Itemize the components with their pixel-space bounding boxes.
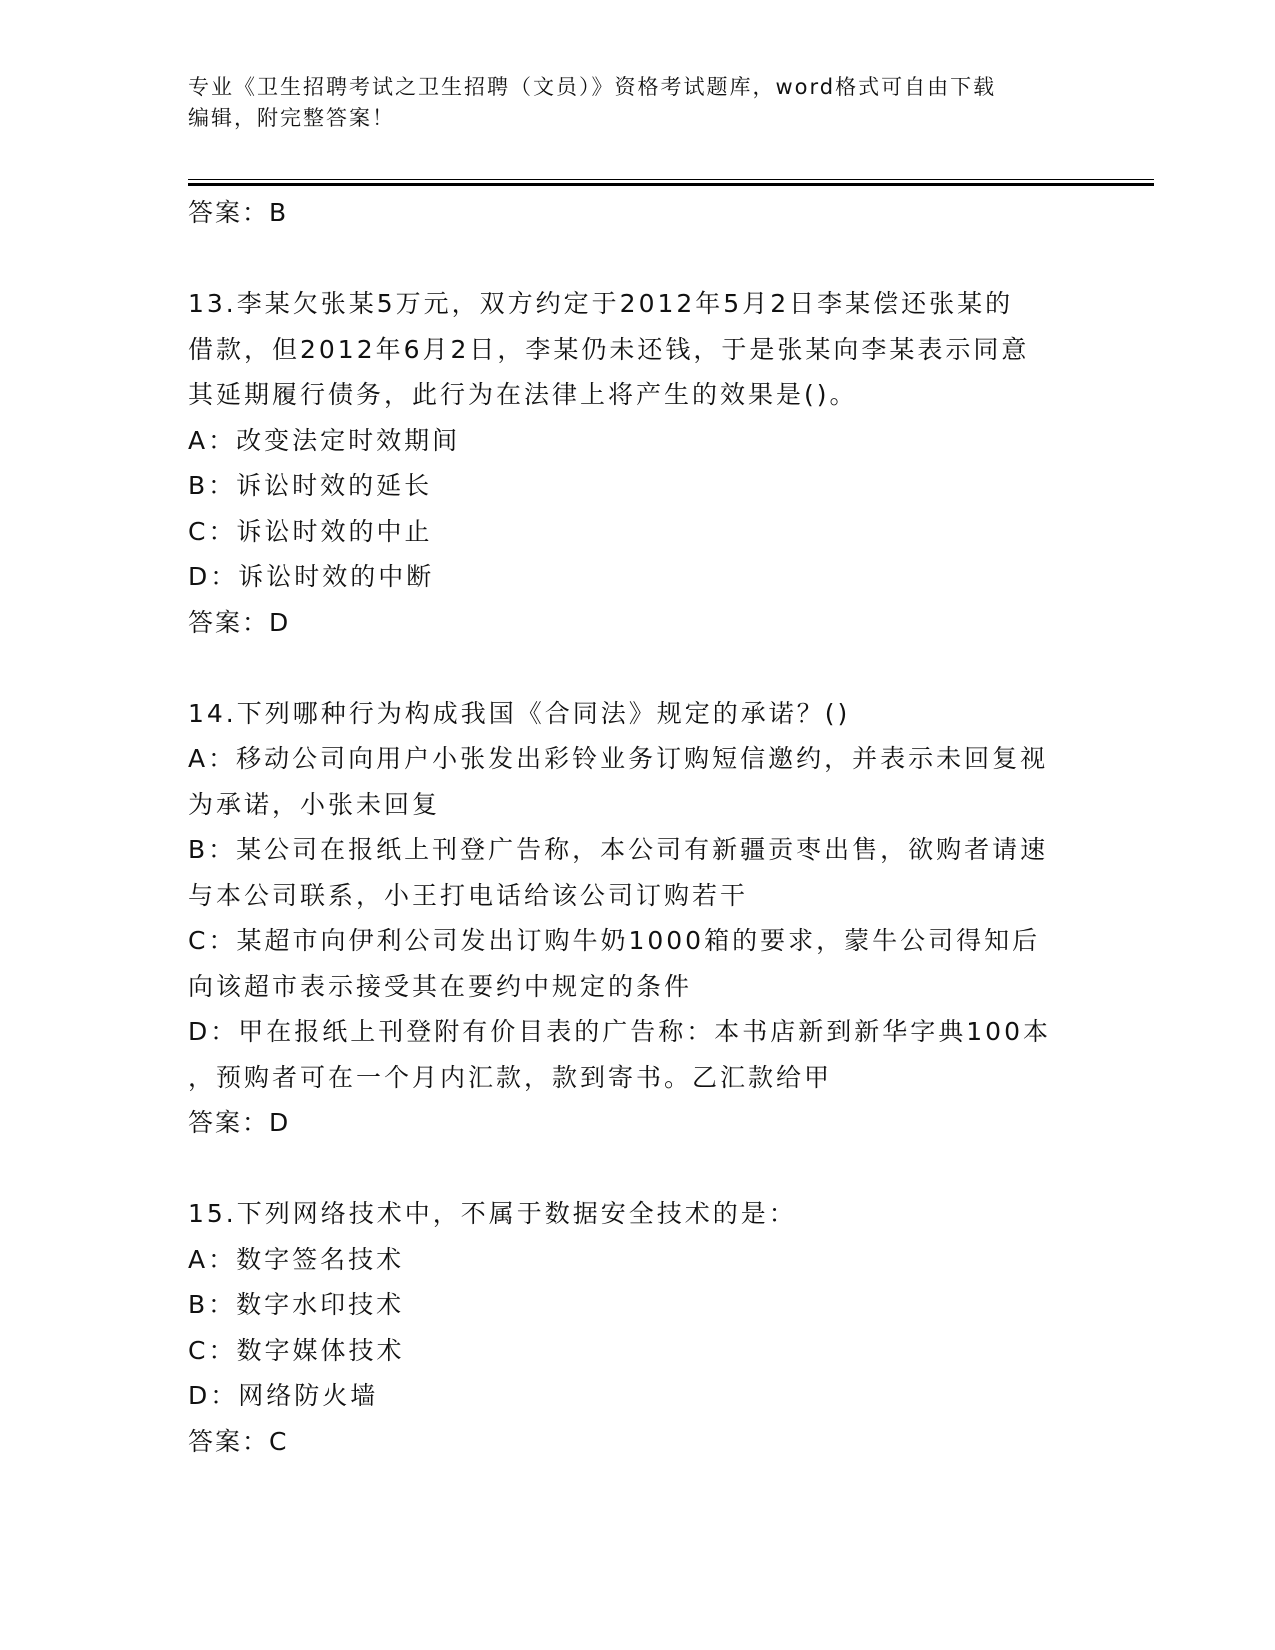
option-a-continued: 为承诺，小张未回复 (188, 789, 441, 819)
option-b: B：诉讼时效的延长 (188, 471, 433, 500)
question-text: 14.下列哪种行为构成我国《合同法》规定的承诺？() (188, 698, 851, 728)
option-b-continued: 与本公司联系，小王打电话给该公司订购若干 (188, 880, 749, 910)
header-line-1: 专业《卫生招聘考试之卫生招聘（文员）》资格考试题库，word格式可自由下载 (188, 75, 997, 99)
answer-line: 答案：D (188, 1108, 291, 1137)
option-b: B：数字水印技术 (188, 1290, 405, 1319)
option-b: B：某公司在报纸上刊登广告称，本公司有新疆贡枣出售，欲购者请速 (188, 835, 1049, 864)
option-a: A：改变法定时效期间 (188, 425, 461, 455)
option-a: A：数字签名技术 (188, 1244, 405, 1274)
question-list (188, 190, 1088, 1464)
answer-line: 答案：D (188, 607, 291, 637)
question-block-15 (188, 1191, 1088, 1464)
option-d: D：网络防火墙 (188, 1381, 379, 1410)
question-block-14 (188, 691, 1088, 1146)
header-divider-thin (188, 179, 1154, 180)
question-text: 13.李某欠张某5万元，双方约定于2012年5月2日李某偿还张某的 (188, 289, 1014, 318)
header-divider-thick (188, 183, 1154, 186)
option-d-continued: ，预购者可在一个月内汇款，款到寄书。乙汇款给甲 (188, 1062, 833, 1092)
spacer (188, 236, 1088, 282)
option-c-continued: 向该超市表示接受其在要约中规定的条件 (188, 971, 693, 1001)
option-c: C：某超市向伊利公司发出订购牛奶1000箱的要求，蒙牛公司得知后 (188, 926, 1041, 955)
option-c: C：诉讼时效的中止 (188, 516, 433, 546)
question-block-13 (188, 281, 1088, 645)
option-a: A：移动公司向用户小张发出彩铃业务订购短信邀约，并表示未回复视 (188, 744, 1049, 773)
spacer (188, 645, 1088, 691)
answer-line: 答案：B (188, 198, 289, 227)
question-text: 借款，但2012年6月2日，李某仍未还钱，于是张某向李某表示同意 (188, 334, 1030, 364)
spacer (188, 1146, 1088, 1192)
option-c: C：数字媒体技术 (188, 1335, 405, 1365)
option-d: D：甲在报纸上刊登附有价目表的广告称：本书店新到新华字典100本 (188, 1017, 1051, 1046)
answer-line: 答案：C (188, 1426, 289, 1456)
question-text: 其延期履行债务，此行为在法律上将产生的效果是()。 (188, 380, 858, 409)
question-text: 15.下列网络技术中，不属于数据安全技术的是： (188, 1199, 797, 1228)
option-d: D：诉讼时效的中断 (188, 562, 435, 591)
header-line-2: 编辑，附完整答案！ (188, 106, 395, 130)
document-header (188, 72, 1068, 134)
